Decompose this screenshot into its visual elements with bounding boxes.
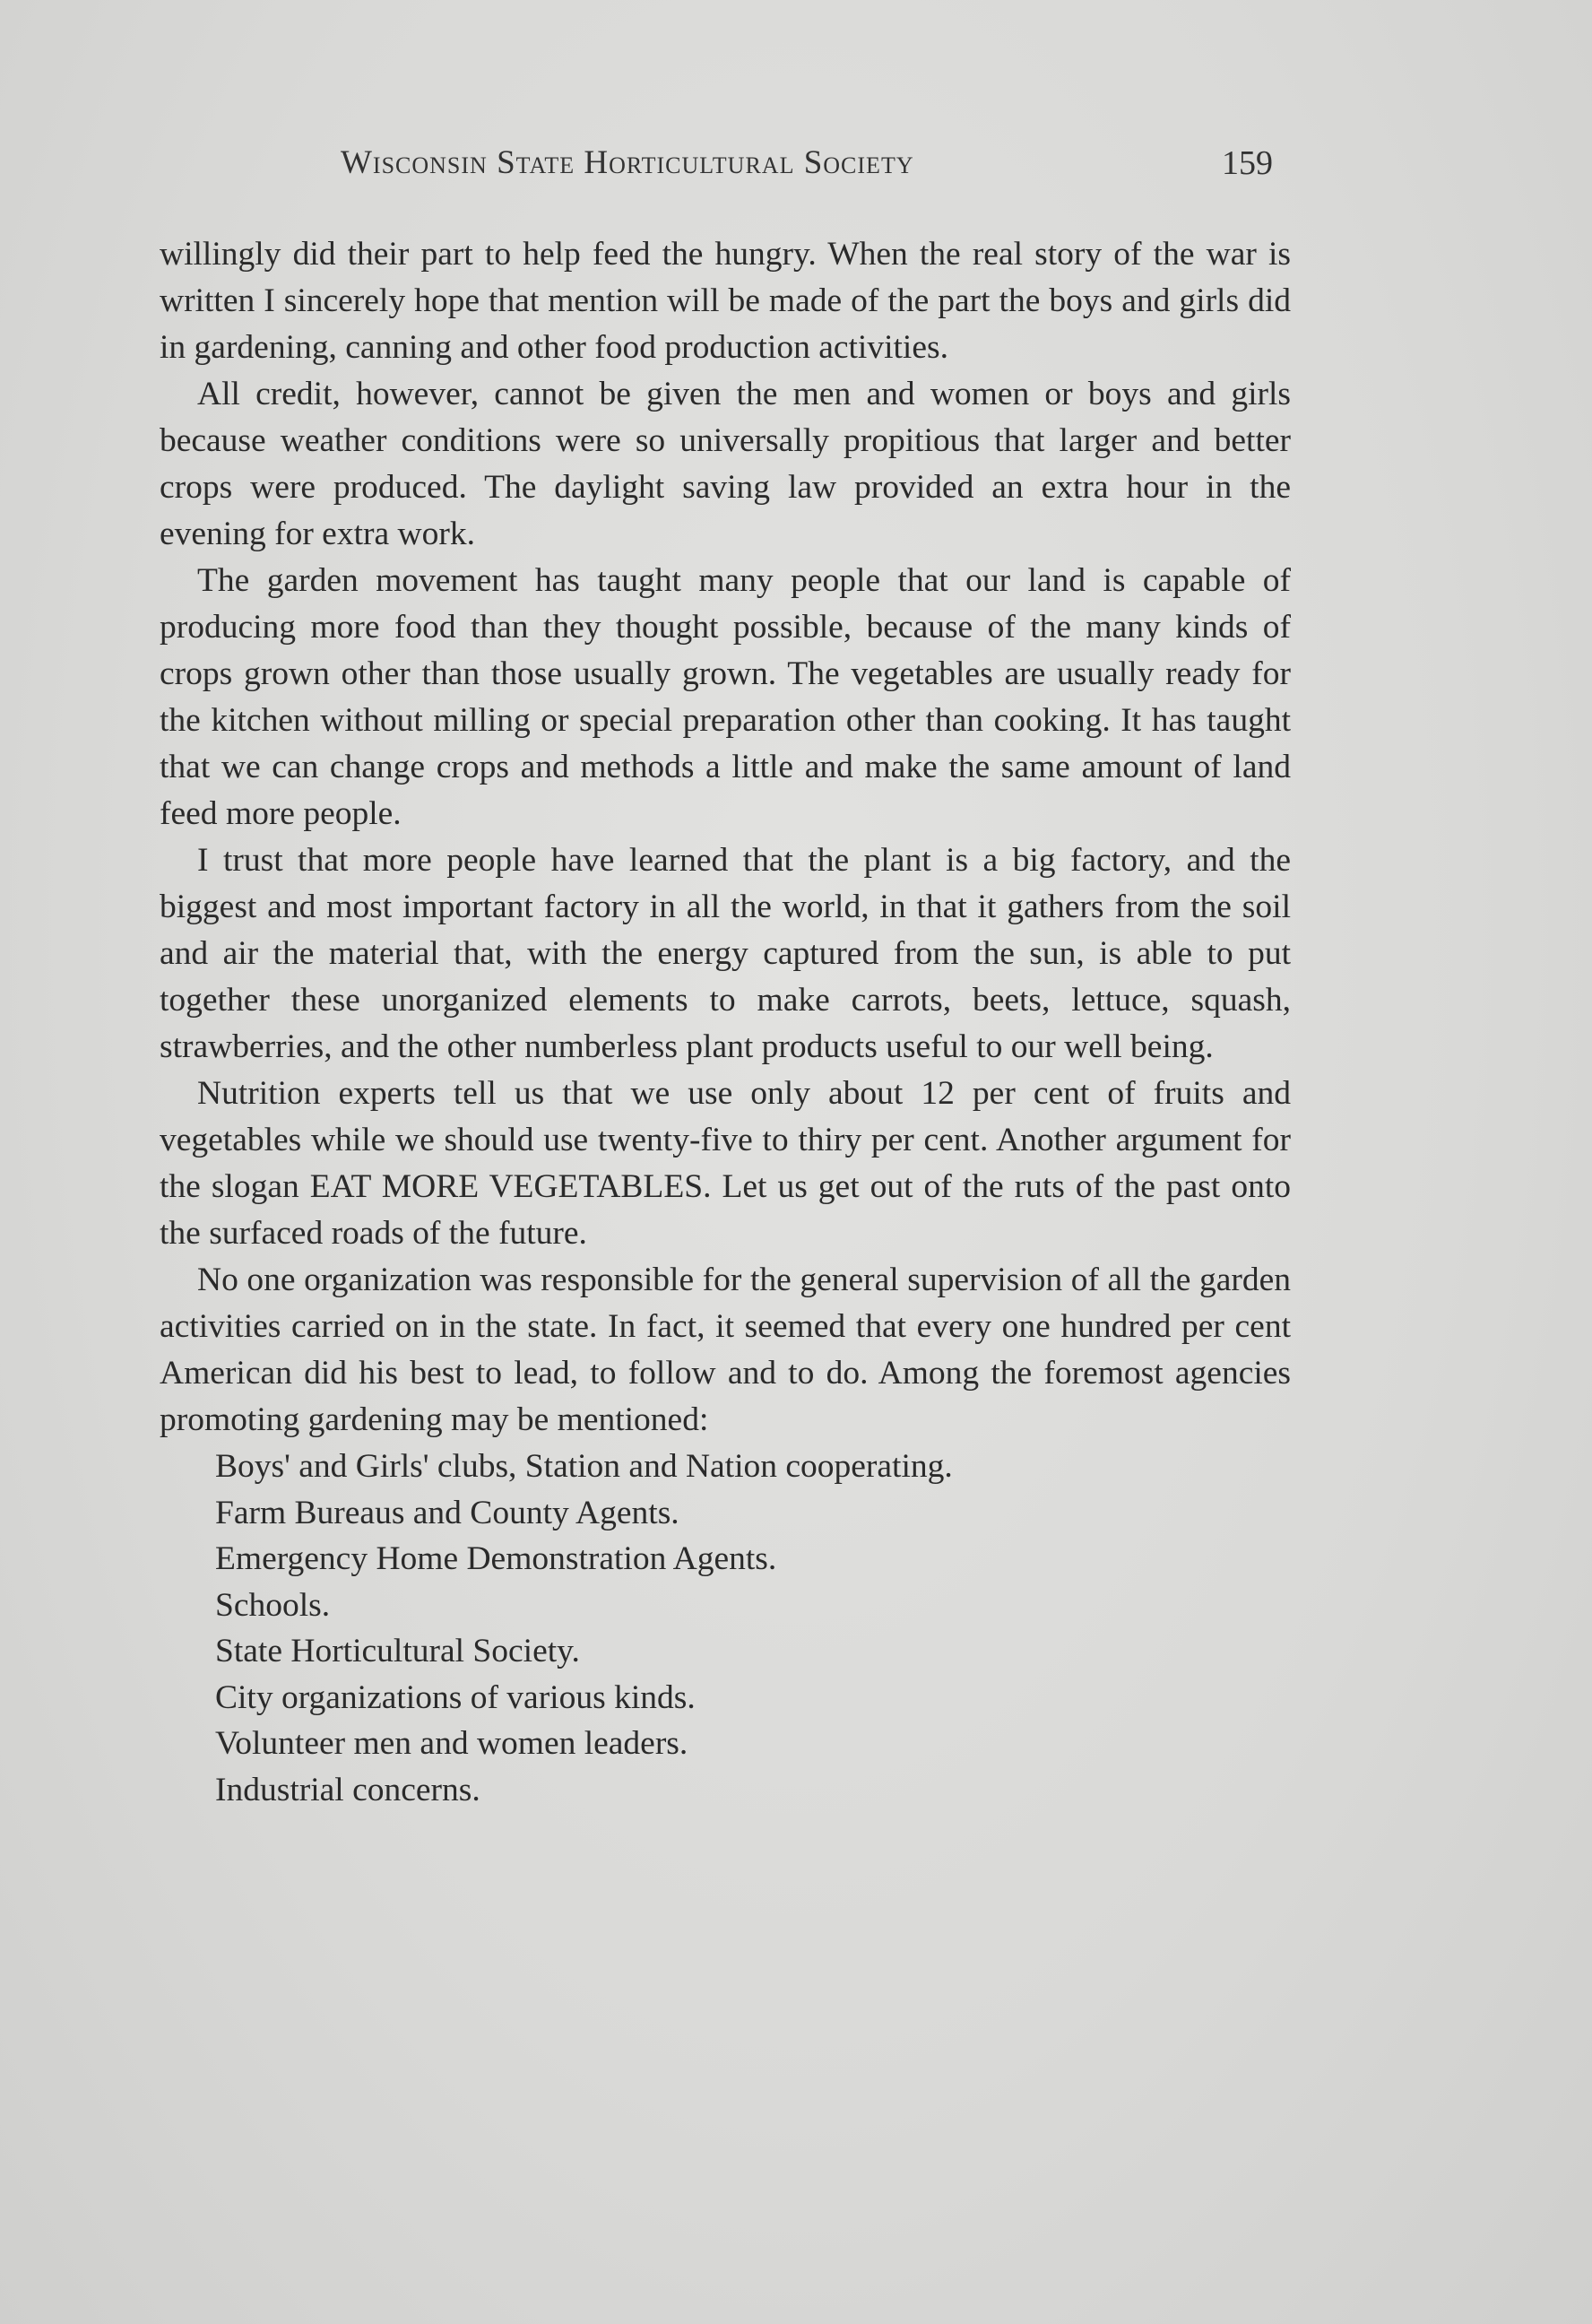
list-item: Industrial concerns. <box>215 1771 480 1808</box>
paragraph-credit: All credit, however, cannot be given the men and women or boys and girls because weather conditions were so universally propitious that larger and better crops were produced. The daylight saving law provided an extra hour in the evening for extra work. <box>160 376 1291 552</box>
paragraph-garden-movement: The garden movement has taught many people that our land is capable of producing more food than they thought possible, because of the many kinds of crops grown other than those usually grown. The vegetables are usually ready for the kitchen without milling or special preparation other than cooking. It has taught that we can change crops and methods a little and make the same amount of land feed more people. <box>160 562 1291 832</box>
body-text <box>160 231 1291 1813</box>
list-item: Emergency Home Demonstration Agents. <box>215 1540 777 1577</box>
paragraph-continuation: willingly did their part to help feed the hungry. When the real story of the war is written I sincerely hope that mention will be made of the part the boys and girls did in gardening, canning and other food production activities. <box>160 236 1291 366</box>
agency-list <box>160 1444 1291 1813</box>
list-item: State Horticultural Society. <box>215 1633 580 1669</box>
running-head-title: Wisconsin State Horticultural Society <box>341 144 914 181</box>
list-item: Schools. <box>215 1586 331 1624</box>
list-item: Volunteer men and women leaders. <box>215 1725 688 1762</box>
paragraph-plant-factory: I trust that more people have learned that the plant is a big factory, and the biggest and most important factory in all the world, in that it gathers from the soil and air the material that, with the energy captured from the sun, is able to put together these unorganized elements to make carrots, beets, lettuce, squash, strawberries, and the other numberless plant products useful to our well being. <box>160 842 1291 1065</box>
list-item: Boys' and Girls' clubs, Station and Nation cooperating. <box>215 1448 953 1485</box>
paragraph-organizations: No one organization was responsible for the general supervision of all the garden activities carried on in the state. In fact, it seemed that every one hundred per cent American did his best to lead, to follow and to do. Among the foremost agencies promoting gardening may be mentioned: <box>160 1262 1291 1438</box>
page-number: 159 <box>1222 144 1273 182</box>
paragraph-nutrition: Nutrition experts tell us that we use only about 12 per cent of fruits and vegetables while we should use twenty-five to thiry per cent. Another argument for the slogan EAT MORE VEGETABLES. Let us get out of the ruts of the past onto the surfaced roads of the future. <box>160 1075 1291 1252</box>
list-item: Farm Bureaus and County Agents. <box>215 1494 679 1531</box>
running-head <box>341 143 1273 188</box>
list-item: City organizations of various kinds. <box>215 1678 696 1716</box>
